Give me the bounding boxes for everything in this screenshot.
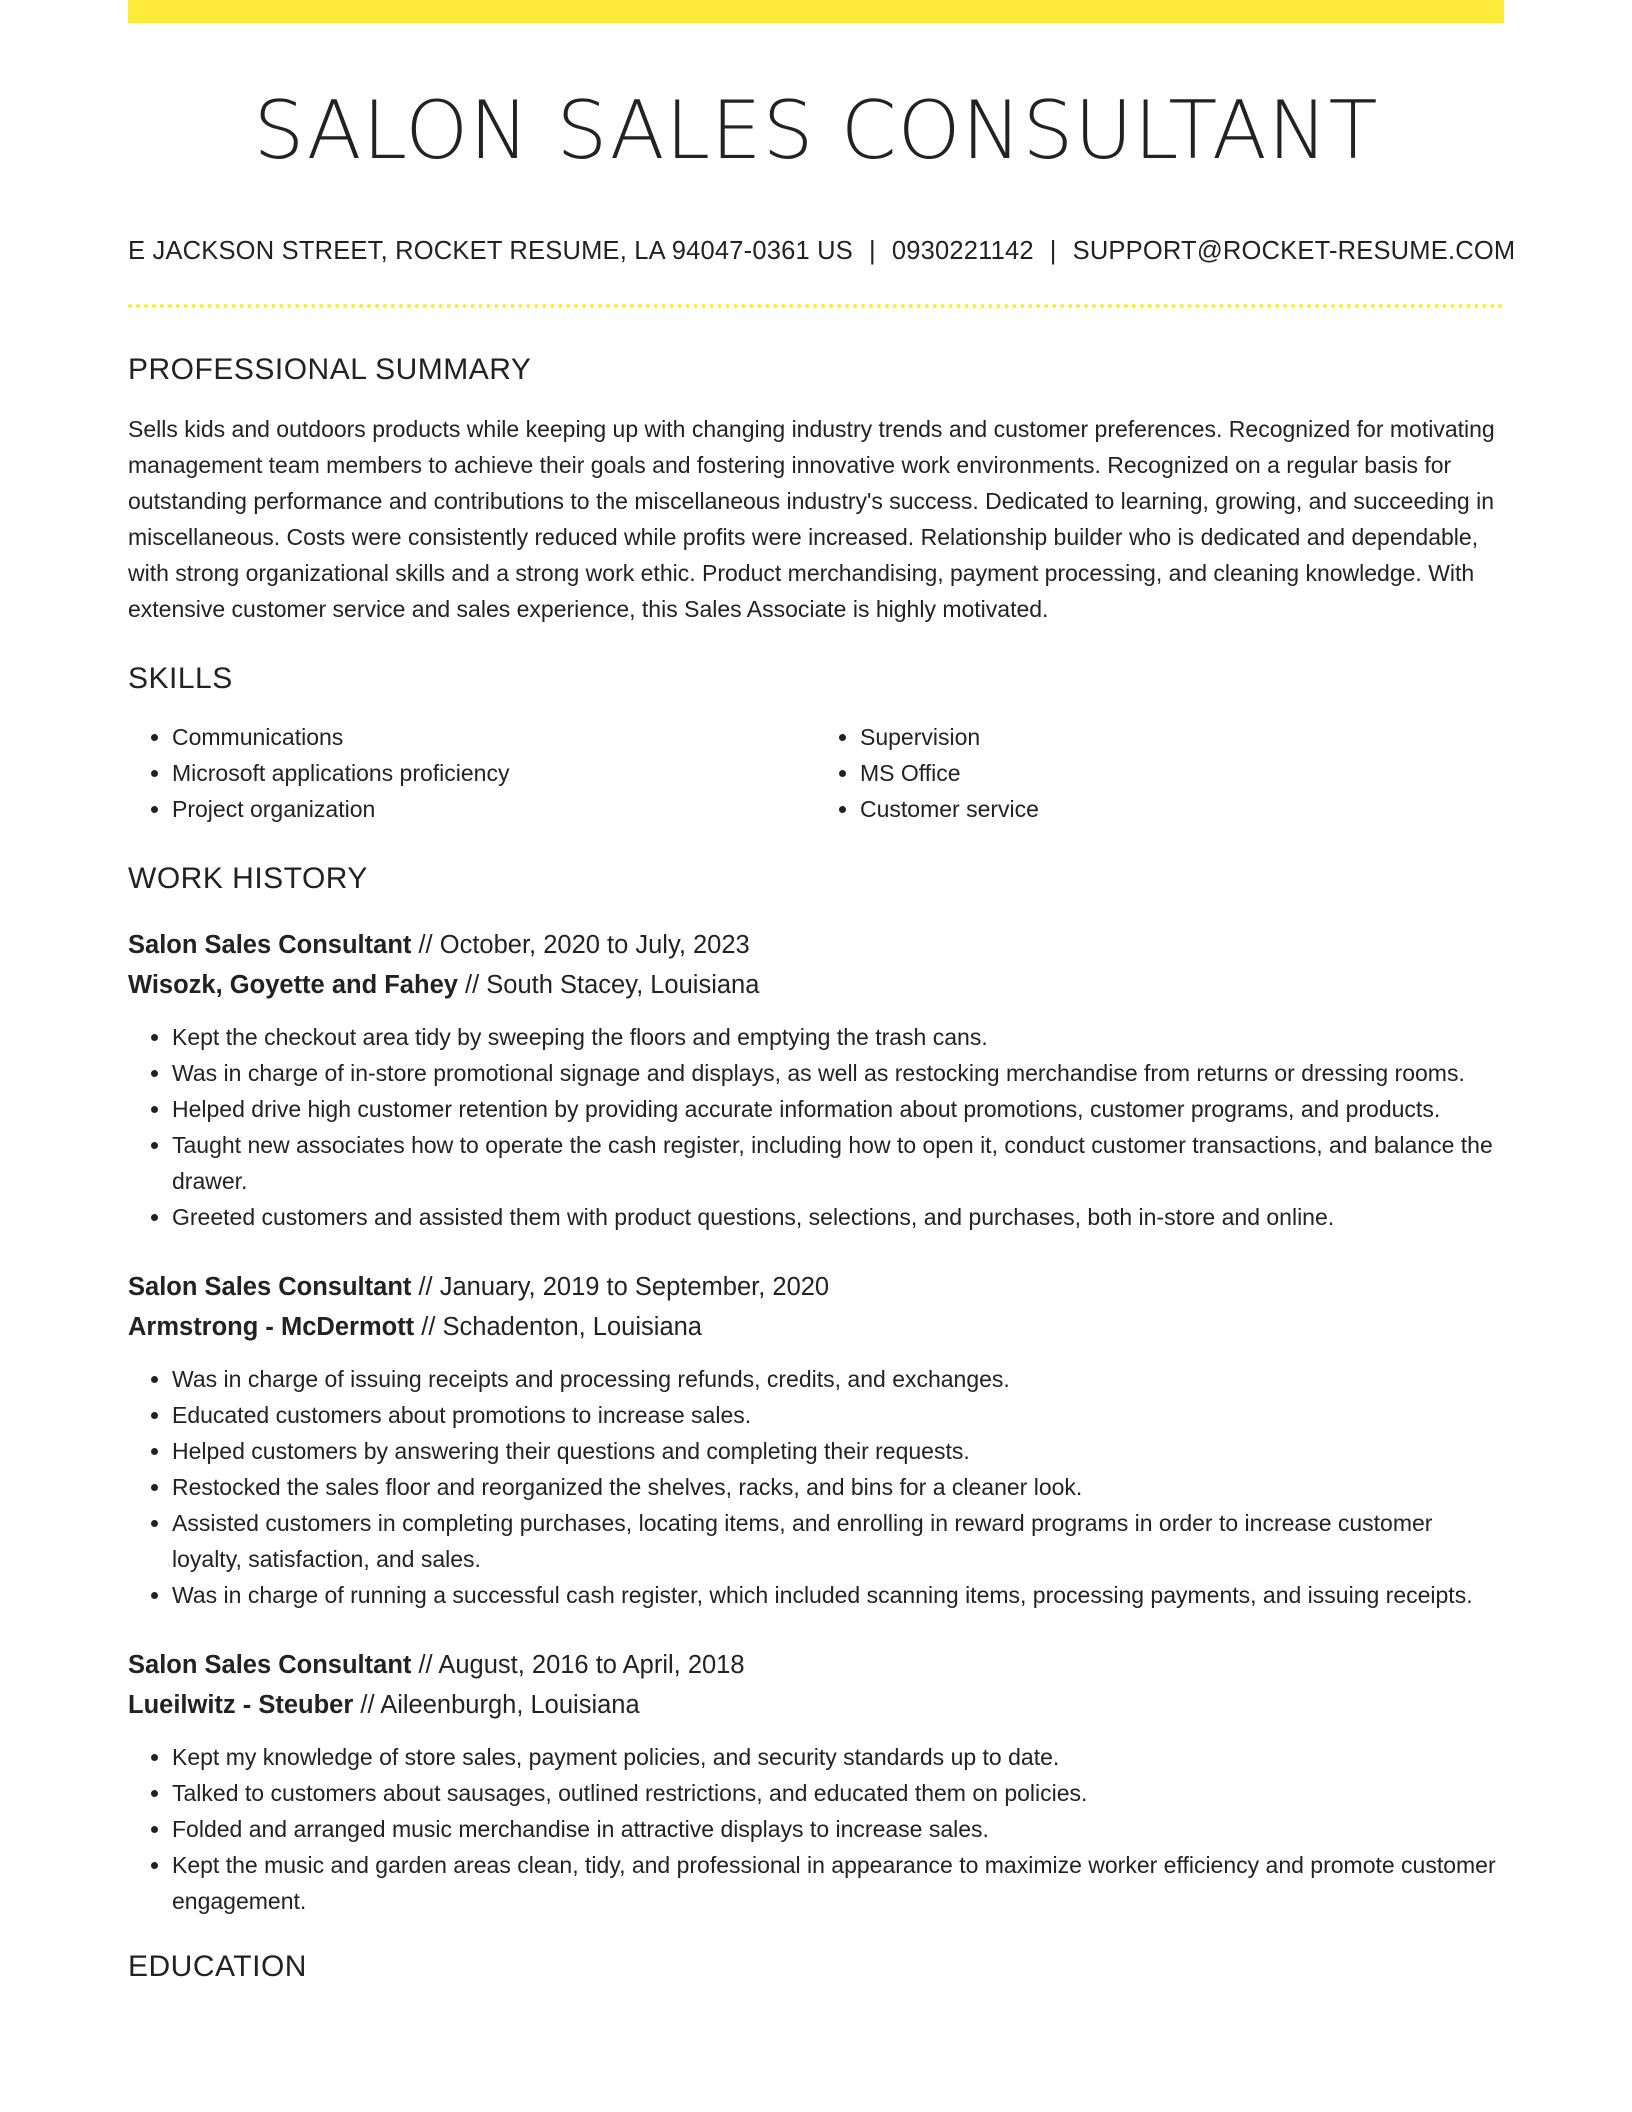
skills-column-left (128, 719, 816, 827)
skill-item: • Supervision (860, 719, 1504, 755)
job-location: // Schadenton, Louisiana (414, 1313, 702, 1341)
job-company: Armstrong - McDermott (128, 1313, 415, 1341)
job-company: Lueilwitz - Steuber (128, 1691, 354, 1719)
job-bullet: • Assisted customers in completing purchases, locating items, and enrolling in reward programs in order to increase customer loyalty, satisfaction, and sales. (172, 1505, 1504, 1577)
job-location: // South Stacey, Louisiana (457, 971, 760, 999)
job-bullet: • Educated customers about promotions to increase sales. (172, 1397, 1504, 1433)
contact-separator: | (869, 237, 876, 265)
job-bullet: • Helped customers by answering their questions and completing their requests. (172, 1433, 1504, 1469)
job-location: // Aileenburgh, Louisiana (353, 1691, 640, 1719)
job-bullets (128, 1739, 1504, 1919)
job-entry (128, 925, 1504, 1235)
job-title-line (128, 1267, 1504, 1307)
job-company-line (128, 1685, 1504, 1725)
work-history-heading: WORK HISTORY (128, 862, 368, 895)
skill-item: • Communications (172, 719, 816, 755)
job-entry (128, 1645, 1504, 1919)
job-dates: // October, 2020 to July, 2023 (411, 931, 750, 959)
job-bullet: • Helped drive high customer retention by providing accurate information about promotions, customer programs, and products. (172, 1091, 1504, 1127)
contact-address: E JACKSON STREET, ROCKET RESUME, LA 94047-0361 US (128, 237, 854, 265)
job-bullet: • Kept the checkout area tidy by sweeping the floors and emptying the trash cans. (172, 1019, 1504, 1055)
job-bullet: • Was in charge of in-store promotional signage and displays, as well as restocking merchandise from returns or dressing rooms. (172, 1055, 1504, 1091)
job-bullet: • Restocked the sales floor and reorganized the shelves, racks, and bins for a cleaner look. (172, 1469, 1504, 1505)
job-company-line (128, 965, 1504, 1005)
job-bullet: • Kept the music and garden areas clean, tidy, and professional in appearance to maximize worker efficiency and promote customer engagement. (172, 1847, 1504, 1919)
job-company-line (128, 1307, 1504, 1347)
job-role: Salon Sales Consultant (128, 1273, 412, 1301)
resume-name: SALON SALES CONSULTANT (253, 84, 1379, 177)
education-heading: EDUCATION (128, 1950, 307, 1983)
contact-phone: 0930221142 (891, 237, 1034, 265)
skills-column-right (816, 719, 1504, 827)
skill-item: • Microsoft applications proficiency (172, 755, 816, 791)
job-title-line (128, 1645, 1504, 1685)
resume-page (128, 0, 1516, 1985)
job-role: Salon Sales Consultant (128, 1651, 412, 1679)
contact-separator: | (1049, 237, 1057, 265)
job-bullet: • Was in charge of running a successful cash register, which included scanning items, processing payments, and issuing receipts. (172, 1577, 1504, 1613)
job-bullet: • Folded and arranged music merchandise in attractive displays to increase sales. (172, 1811, 1504, 1847)
job-bullet: • Was in charge of issuing receipts and processing refunds, credits, and exchanges. (172, 1361, 1504, 1397)
job-title-line (128, 925, 1504, 965)
job-dates: // August, 2016 to April, 2018 (411, 1651, 745, 1679)
job-bullet: • Taught new associates how to operate the cash register, including how to open it, conduct customer transactions, and balance the drawer. (172, 1127, 1504, 1199)
skills-list (128, 719, 1504, 827)
job-dates: // January, 2019 to September, 2020 (411, 1273, 830, 1301)
skill-item: • Customer service (860, 791, 1504, 827)
skills-heading: SKILLS (128, 662, 233, 695)
summary-heading: PROFESSIONAL SUMMARY (128, 353, 532, 386)
skill-item: • Project organization (172, 791, 816, 827)
job-role: Salon Sales Consultant (128, 931, 412, 959)
summary-text: Sells kids and outdoors products while keeping up with changing industry trends and customer preferences. Recognized for motivating management team members to achieve their goals and fostering innovative work environments. Recognized on a regular basis for outstanding performance and contributions to the miscellaneous industry's success. Dedicated to learning, growing, and succeeding in miscellaneous. Costs were consistently reduced while profits were increased. Relationship builder who is dedicated and dependable, with strong organizational skills and a strong work ethic. Product merchandising, payment processing, and cleaning knowledge. With extensive customer service and sales experience, this Sales Associate is highly motivated. (128, 416, 1495, 622)
skill-item: • MS Office (860, 755, 1504, 791)
contact-email: SUPPORT@ROCKET-RESUME.COM (1072, 237, 1516, 265)
job-entry (128, 1267, 1504, 1613)
job-bullet: • Talked to customers about sausages, outlined restrictions, and educated them on policies. (172, 1775, 1504, 1811)
job-bullet: • Greeted customers and assisted them with product questions, selections, and purchases, both in-store and online. (172, 1199, 1504, 1235)
job-bullet: • Kept my knowledge of store sales, payment policies, and security standards up to date. (172, 1739, 1504, 1775)
dotted-divider (128, 304, 1504, 308)
accent-top-bar (128, 0, 1504, 23)
job-bullets (128, 1361, 1504, 1613)
contact-line (128, 237, 1516, 266)
job-bullets (128, 1019, 1504, 1235)
job-company: Wisozk, Goyette and Fahey (128, 971, 458, 999)
